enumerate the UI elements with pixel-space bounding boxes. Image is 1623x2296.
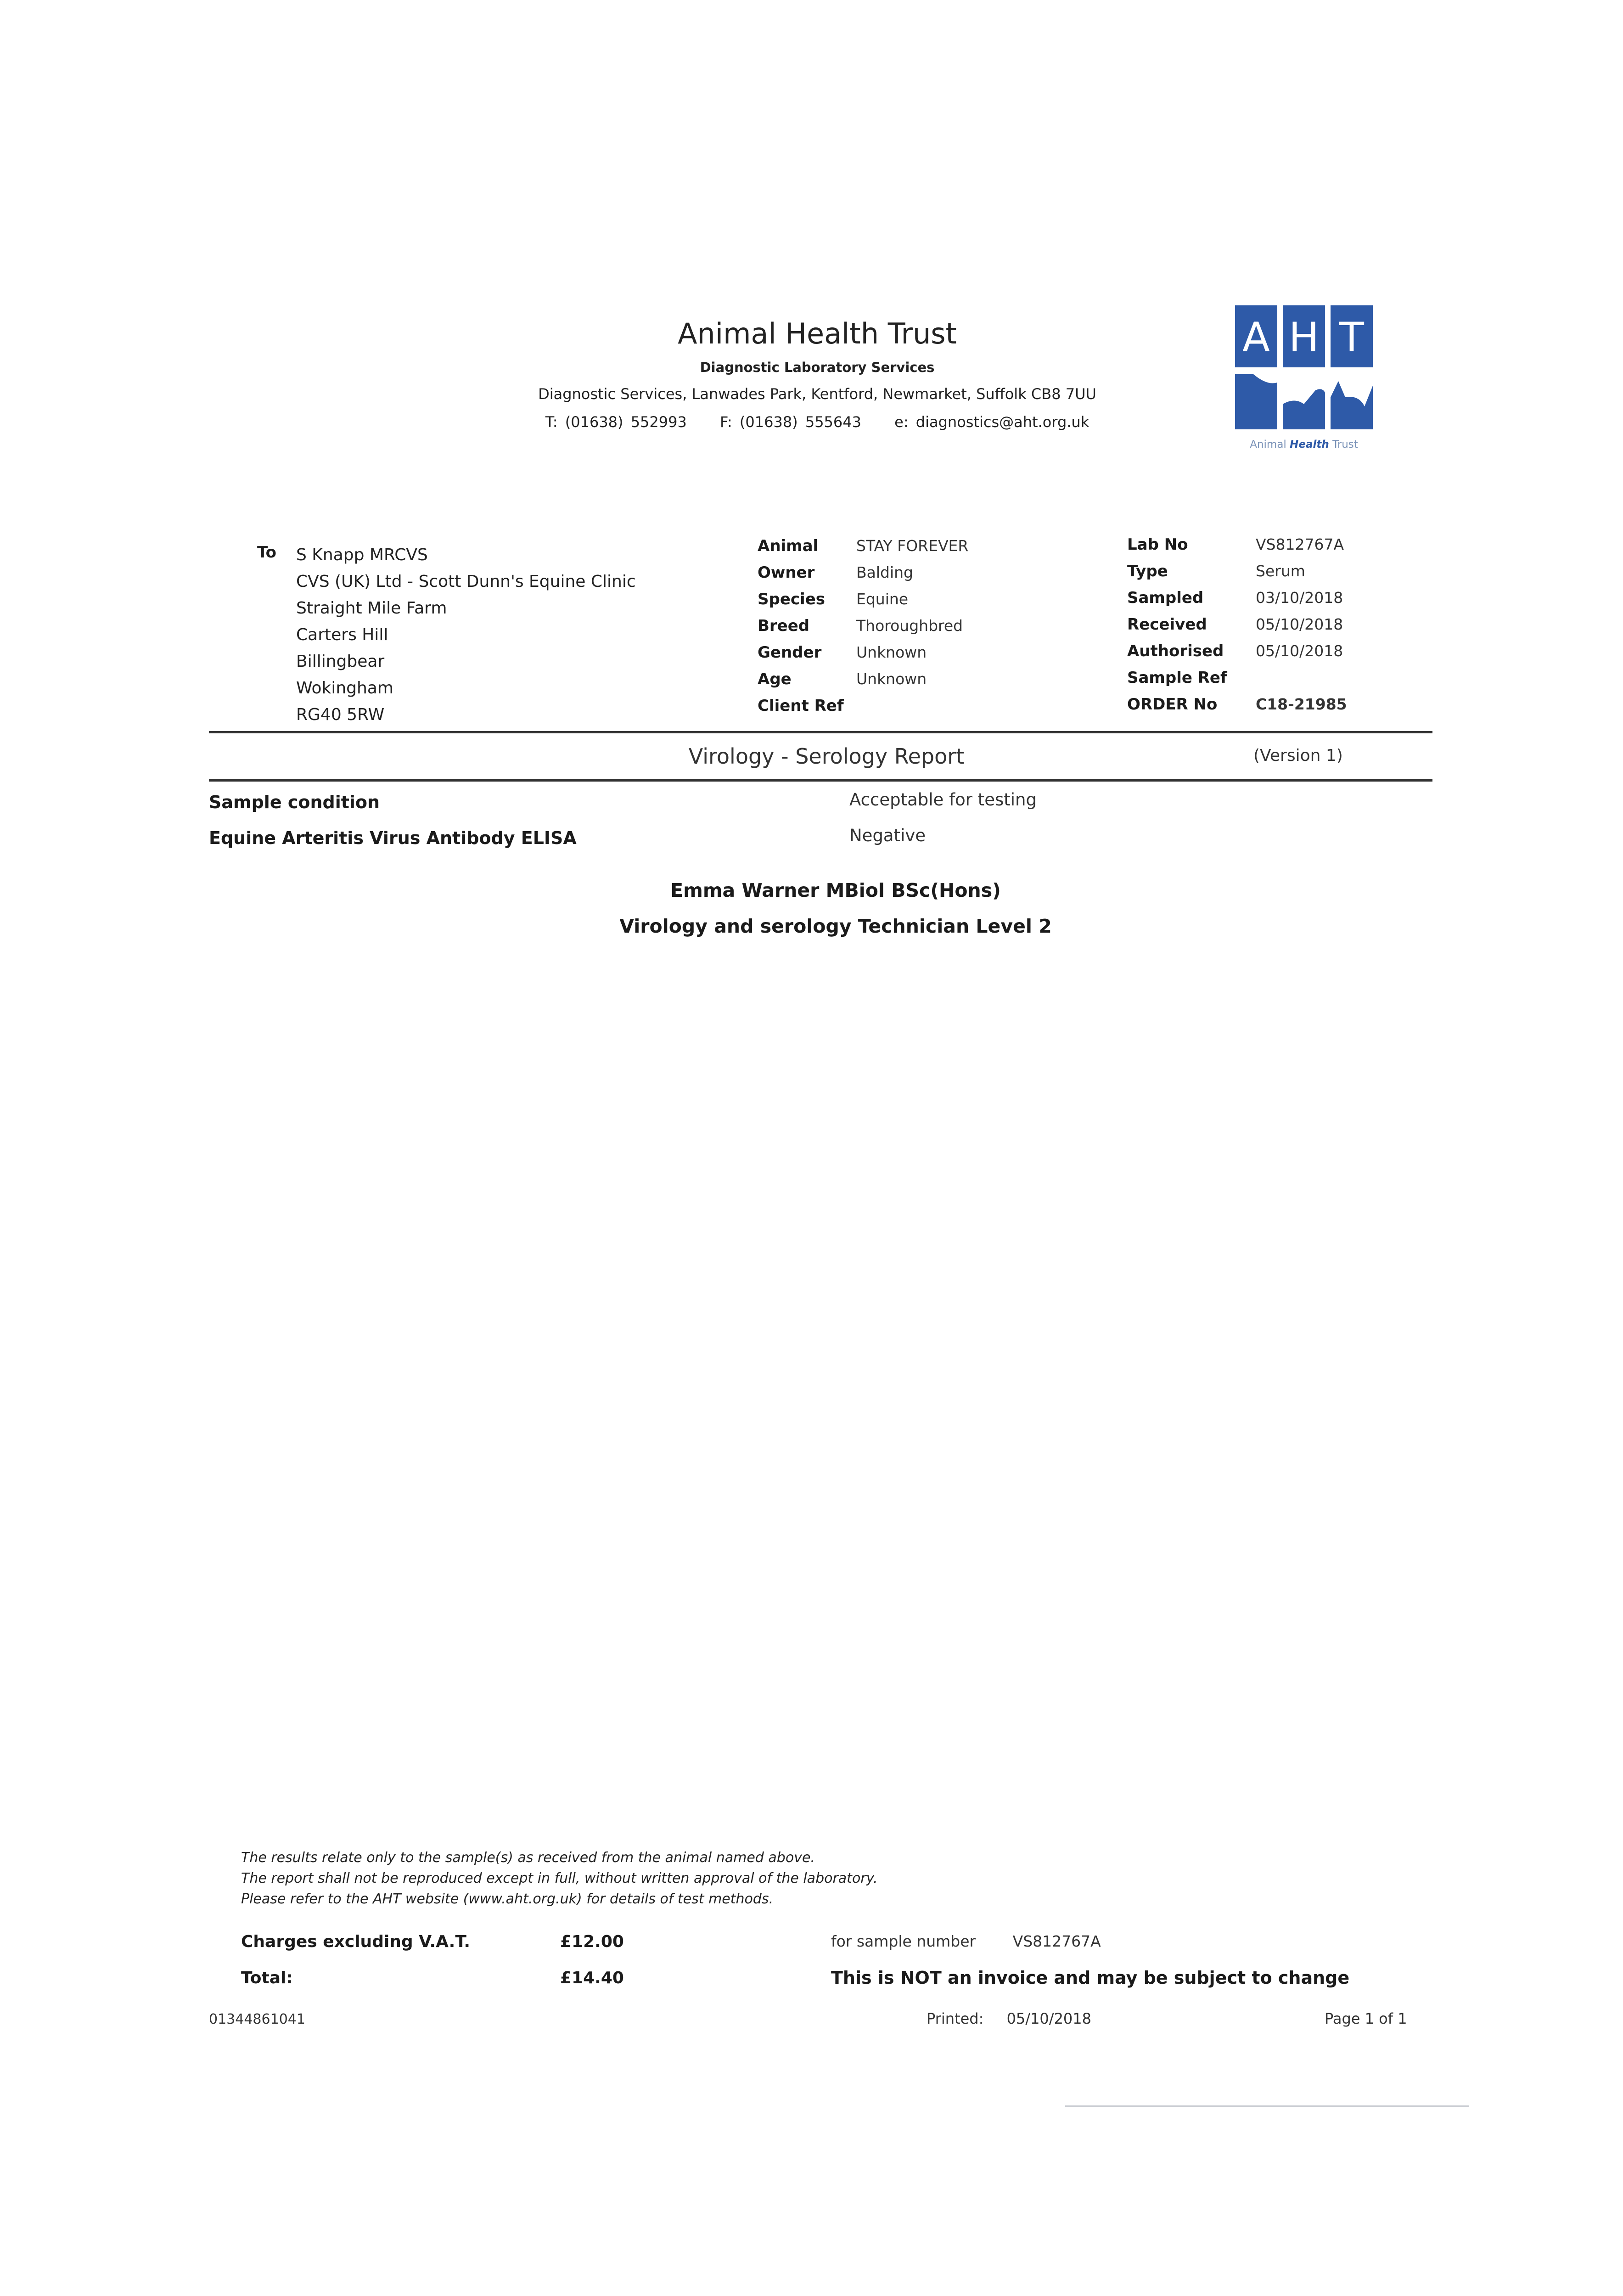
disclaimer — [241, 1847, 878, 1909]
horse-silhouette-icon — [1235, 374, 1277, 429]
species-value: Equine — [856, 590, 909, 608]
age-value: Unknown — [856, 670, 927, 688]
email-address: e: diagnostics@aht.org.uk — [894, 413, 1089, 431]
field-label: Owner — [758, 563, 815, 582]
signatory-name: Emma Warner MBiol BSc(Hons) — [670, 879, 1001, 901]
invoice-note: This is NOT an invoice and may be subject to change — [831, 1968, 1350, 1988]
field-label: Lab No — [1127, 535, 1188, 554]
field-label: Client Ref — [758, 697, 844, 715]
order-number: C18-21985 — [1256, 695, 1347, 713]
printed-date: 05/10/2018 — [1006, 2010, 1091, 2027]
address-line: RG40 5RW — [296, 705, 385, 724]
result-label-eav-elisa: Equine Arteritis Virus Antibody ELISA — [209, 828, 577, 848]
field-label: ORDER No — [1127, 695, 1218, 714]
cat-silhouette-icon — [1331, 381, 1373, 429]
divider-top — [209, 731, 1432, 733]
org-name: Animal Health Trust — [678, 317, 957, 350]
animal-name: STAY FOREVER — [856, 537, 969, 555]
disclaimer-line: The report shall not be reproduced except in full, without written approval of the laboratory. — [241, 1870, 878, 1886]
field-label: Gender — [758, 643, 822, 662]
page-number: Page 1 of 1 — [1325, 2010, 1407, 2027]
address-line: Straight Mile Farm — [296, 599, 447, 618]
field-label: Species — [758, 590, 825, 608]
logo-letter-a: A — [1242, 314, 1270, 361]
animal-labels — [758, 533, 844, 719]
divider-bottom — [209, 779, 1432, 782]
signatory-role: Virology and serology Technician Level 2 — [619, 915, 1052, 937]
org-address: Diagnostic Services, Lanwades Park, Kentford, Newmarket, Suffolk CB8 7UU — [538, 385, 1096, 403]
lab-number: VS812767A — [1256, 535, 1344, 553]
address-line: Wokingham — [296, 679, 393, 698]
address-line: S Knapp MRCVS — [296, 546, 428, 564]
field-label: Sampled — [1127, 589, 1204, 607]
lab-labels — [1127, 531, 1227, 718]
gender-value: Unknown — [856, 643, 927, 661]
disclaimer-line: Please refer to the AHT website (www.aht.org.uk) for details of test methods. — [241, 1891, 774, 1907]
lab-values — [1256, 531, 1347, 718]
field-label: Received — [1127, 615, 1207, 634]
field-label: Breed — [758, 617, 810, 635]
logo-caption: Animal Health Trust — [1250, 439, 1358, 450]
printed-label: Printed: — [927, 2010, 984, 2027]
reference-number: 01344861041 — [209, 2011, 305, 2027]
address-line: CVS (UK) Ltd - Scott Dunn's Equine Clinic — [296, 572, 636, 591]
charges-label: Charges excluding V.A.T. — [241, 1932, 471, 1951]
fax-number: F: (01638) 555643 — [720, 413, 861, 431]
dog-silhouette-icon — [1283, 389, 1325, 429]
org-contact — [496, 413, 1139, 431]
report-title: Virology - Serology Report — [688, 744, 965, 769]
sampled-date: 03/10/2018 — [1256, 589, 1343, 607]
breed-value: Thoroughbred — [856, 617, 963, 635]
sample-number-line — [831, 1932, 1101, 1950]
field-label: Sample Ref — [1127, 669, 1227, 687]
report-version: (Version 1) — [1253, 746, 1343, 765]
client-ref-value — [856, 692, 968, 719]
department-name: Diagnostic Laboratory Services — [700, 360, 935, 375]
phone-number: T: (01638) 552993 — [545, 413, 687, 431]
field-label: Animal — [758, 537, 819, 555]
field-label: Type — [1127, 562, 1168, 580]
printed-line — [927, 2010, 1091, 2027]
authorised-date: 05/10/2018 — [1256, 642, 1343, 660]
sample-type: Serum — [1256, 562, 1305, 580]
animal-values — [856, 533, 968, 719]
field-label: Age — [758, 670, 792, 688]
total-value: £14.40 — [560, 1969, 624, 1987]
recipient-address — [296, 542, 636, 728]
total-label: Total: — [241, 1969, 293, 1987]
logo-letter-t: T — [1339, 314, 1364, 361]
field-label: Authorised — [1127, 642, 1224, 660]
result-value-eav-elisa: Negative — [849, 826, 926, 845]
sample-number-value: VS812767A — [1012, 1932, 1101, 1950]
address-line: Billingbear — [296, 652, 385, 671]
scan-edge-line — [1065, 2105, 1469, 2107]
result-value-sample-condition: Acceptable for testing — [849, 790, 1037, 810]
address-line: Carters Hill — [296, 625, 388, 644]
charges-value: £12.00 — [560, 1932, 624, 1951]
result-label-sample-condition: Sample condition — [209, 792, 380, 812]
owner-name: Balding — [856, 563, 914, 581]
logo-letter-h: H — [1288, 314, 1320, 361]
sample-ref-value — [1256, 664, 1347, 691]
to-label: To — [257, 543, 277, 562]
aht-logo — [1235, 305, 1373, 457]
sample-number-label: for sample number — [831, 1932, 976, 1950]
received-date: 05/10/2018 — [1256, 615, 1343, 633]
aht-logo-mark — [1235, 305, 1373, 429]
disclaimer-line: The results relate only to the sample(s) as received from the animal named above. — [241, 1850, 815, 1866]
